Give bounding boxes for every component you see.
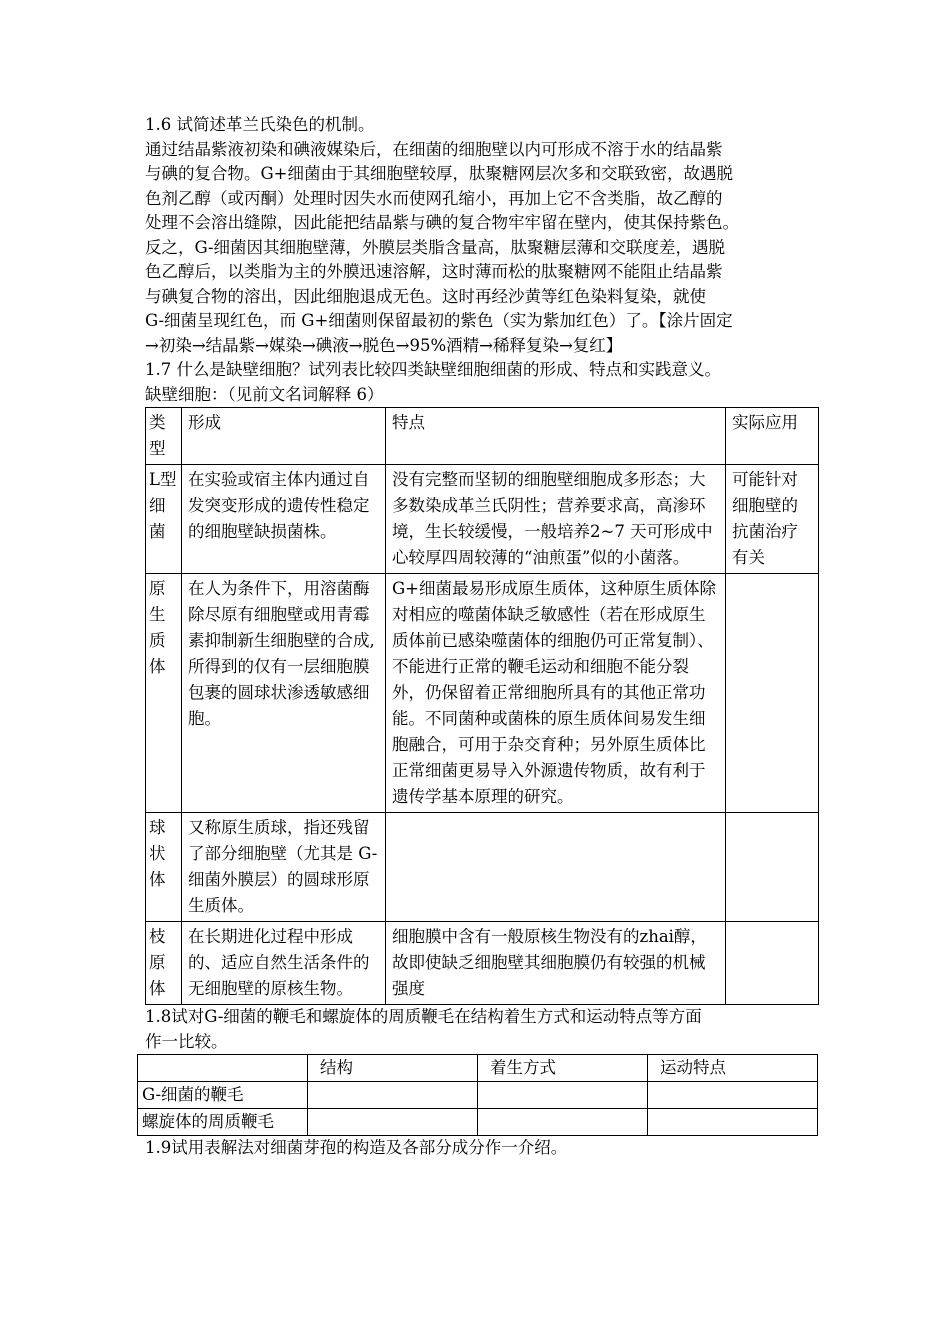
- row-type: 枝原体: [146, 922, 182, 1005]
- row-formation: 又称原生质球，指还残留了部分细胞壁（尤其是 G-细菌外膜层）的圆球形原生质体。: [182, 813, 386, 922]
- row-application: [726, 922, 819, 1005]
- q16-line: 处理不会溶出缝隙，因此能把结晶紫与碘的复合物牢牢留在壁内，使其保持紫色。: [145, 213, 739, 232]
- q16-line: 与碘复合物的溶出，因此细胞退成无色。这时再经沙黄等红色染料复染，就使: [145, 286, 706, 306]
- header-type: 类型: [146, 408, 182, 465]
- row-formation: 在人为条件下，用溶菌酶除尽原有细胞壁或用青霉素抑制新生细胞壁的合成,所得到的仅有一层细胞膜包裹的圆球状渗透敏感细胞。: [182, 574, 386, 813]
- row-formation: 在长期进化过程中形成的、适应自然生活条件的无细胞壁的原核生物。: [182, 922, 386, 1005]
- row-application: 可能针对细胞壁的抗菌治疗有关: [726, 465, 819, 574]
- table-row: [138, 1082, 818, 1109]
- q17-note: 缺壁细胞：（见前文名词解释 6）: [145, 384, 384, 404]
- q18-title-line1: 1.8试对G-细菌的鞭毛和螺旋体的周质鞭毛在结构着生方式和运动特点等方面: [145, 1007, 702, 1026]
- row-feature: 没有完整而坚韧的细胞壁细胞成多形态；大多数染成革兰氏阴性；营养要求高，高渗环境，生长较缓慢，一般培养2~7 天可形成中心较厚四周较薄的“油煎蛋”似的小菌落。: [386, 465, 726, 574]
- row-application: [726, 574, 819, 813]
- table-row: [146, 813, 819, 922]
- document-page: [142, 113, 830, 1161]
- row-cell: [478, 1109, 648, 1136]
- row-cell: [478, 1082, 648, 1109]
- table-row: [146, 574, 819, 813]
- q17-title: 1.7 什么是缺壁细胞？试列表比较四类缺壁细胞细菌的形成、特点和实践意义。: [145, 360, 721, 379]
- q16-line: 与碘的复合物。G+细菌由于其细胞壁较厚，肽聚糖网层次多和交联致密，故遇脱: [145, 164, 734, 183]
- row-feature: G+细菌最易形成原生质体，这种原生质体除对相应的噬菌体缺乏敏感性（若在形成原生质体前已感染噬菌体的细胞仍可正常复制）、不能进行正常的鞭毛运动和细胞不能分裂外，仍保留着正常细胞所具有的其他正常功能。不同菌种或菌株的原生质体间易发生细胞融合，可用于杂交育种；另外原生质体比正常细菌更易导入外源遗传物质，故有利于遗传学基本原理的研究。: [386, 574, 726, 813]
- q19-title: 1.9试用表解法对细菌芽孢的构造及各部分成分作一介绍。: [145, 1138, 568, 1157]
- row-cell: [648, 1109, 818, 1136]
- header-formation: 形成: [182, 408, 386, 465]
- row-label: G-细菌的鞭毛: [138, 1082, 308, 1109]
- q16-line: 反之，G-细菌因其细胞壁薄，外膜层类脂含量高，肽聚糖层薄和交联度差，遇脱: [145, 237, 726, 257]
- q16-line: 色乙醇后，以类脂为主的外膜迅速溶解，这时薄而松的肽聚糖网不能阻止结晶紫: [145, 262, 723, 281]
- flagella-comparison-table: [137, 1054, 818, 1136]
- header-application: 实际应用: [726, 408, 819, 465]
- q16-line: G-细菌呈现红色，而 G+细菌则保留最初的紫色（实为紫加红色）了。【涂片固定: [145, 311, 733, 330]
- table-header-row: [138, 1055, 818, 1082]
- row-cell: [648, 1082, 818, 1109]
- header-insertion: 着生方式: [478, 1055, 648, 1082]
- row-cell: [308, 1109, 478, 1136]
- header-blank: [138, 1055, 308, 1082]
- header-feature: 特点: [386, 408, 726, 465]
- row-feature: 细胞膜中含有一般原核生物没有的zhai醇，故即使缺乏细胞壁其细胞膜仍有较强的机械强度: [386, 922, 726, 1005]
- row-cell: [308, 1082, 478, 1109]
- row-type: L型细菌: [146, 465, 182, 574]
- row-type: 原生质体: [146, 574, 182, 813]
- header-structure: 结构: [308, 1055, 478, 1082]
- table-row: [146, 922, 819, 1005]
- q16-line: →初染→结晶紫→媒染→碘液→脱色→95%酒精→稀释复染→复红】: [145, 335, 623, 355]
- row-application: [726, 813, 819, 922]
- row-formation: 在实验或宿主体内通过自发突变形成的遗传性稳定的细胞壁缺损菌株。: [182, 465, 386, 574]
- table-row: [138, 1109, 818, 1136]
- table-row: [146, 465, 819, 574]
- table-header-row: [146, 408, 819, 465]
- q16-title: 1.6 试简述革兰氏染色的机制。: [145, 115, 375, 134]
- row-feature: [386, 813, 726, 922]
- cell-wall-deficient-table: [145, 407, 819, 1005]
- q16-line: 色剂乙醇（或丙酮）处理时因失水而使网孔缩小，再加上它不含类脂，故乙醇的: [145, 188, 723, 208]
- header-motility: 运动特点: [648, 1055, 818, 1082]
- q16-line: 通过结晶紫液初染和碘液媒染后，在细菌的细胞壁以内可形成不溶于水的结晶紫: [145, 139, 723, 159]
- row-type: 球状体: [146, 813, 182, 922]
- q18-title-line2: 作一比较。: [145, 1031, 228, 1051]
- q16-answer: [145, 138, 830, 359]
- row-label: 螺旋体的周质鞭毛: [138, 1109, 308, 1136]
